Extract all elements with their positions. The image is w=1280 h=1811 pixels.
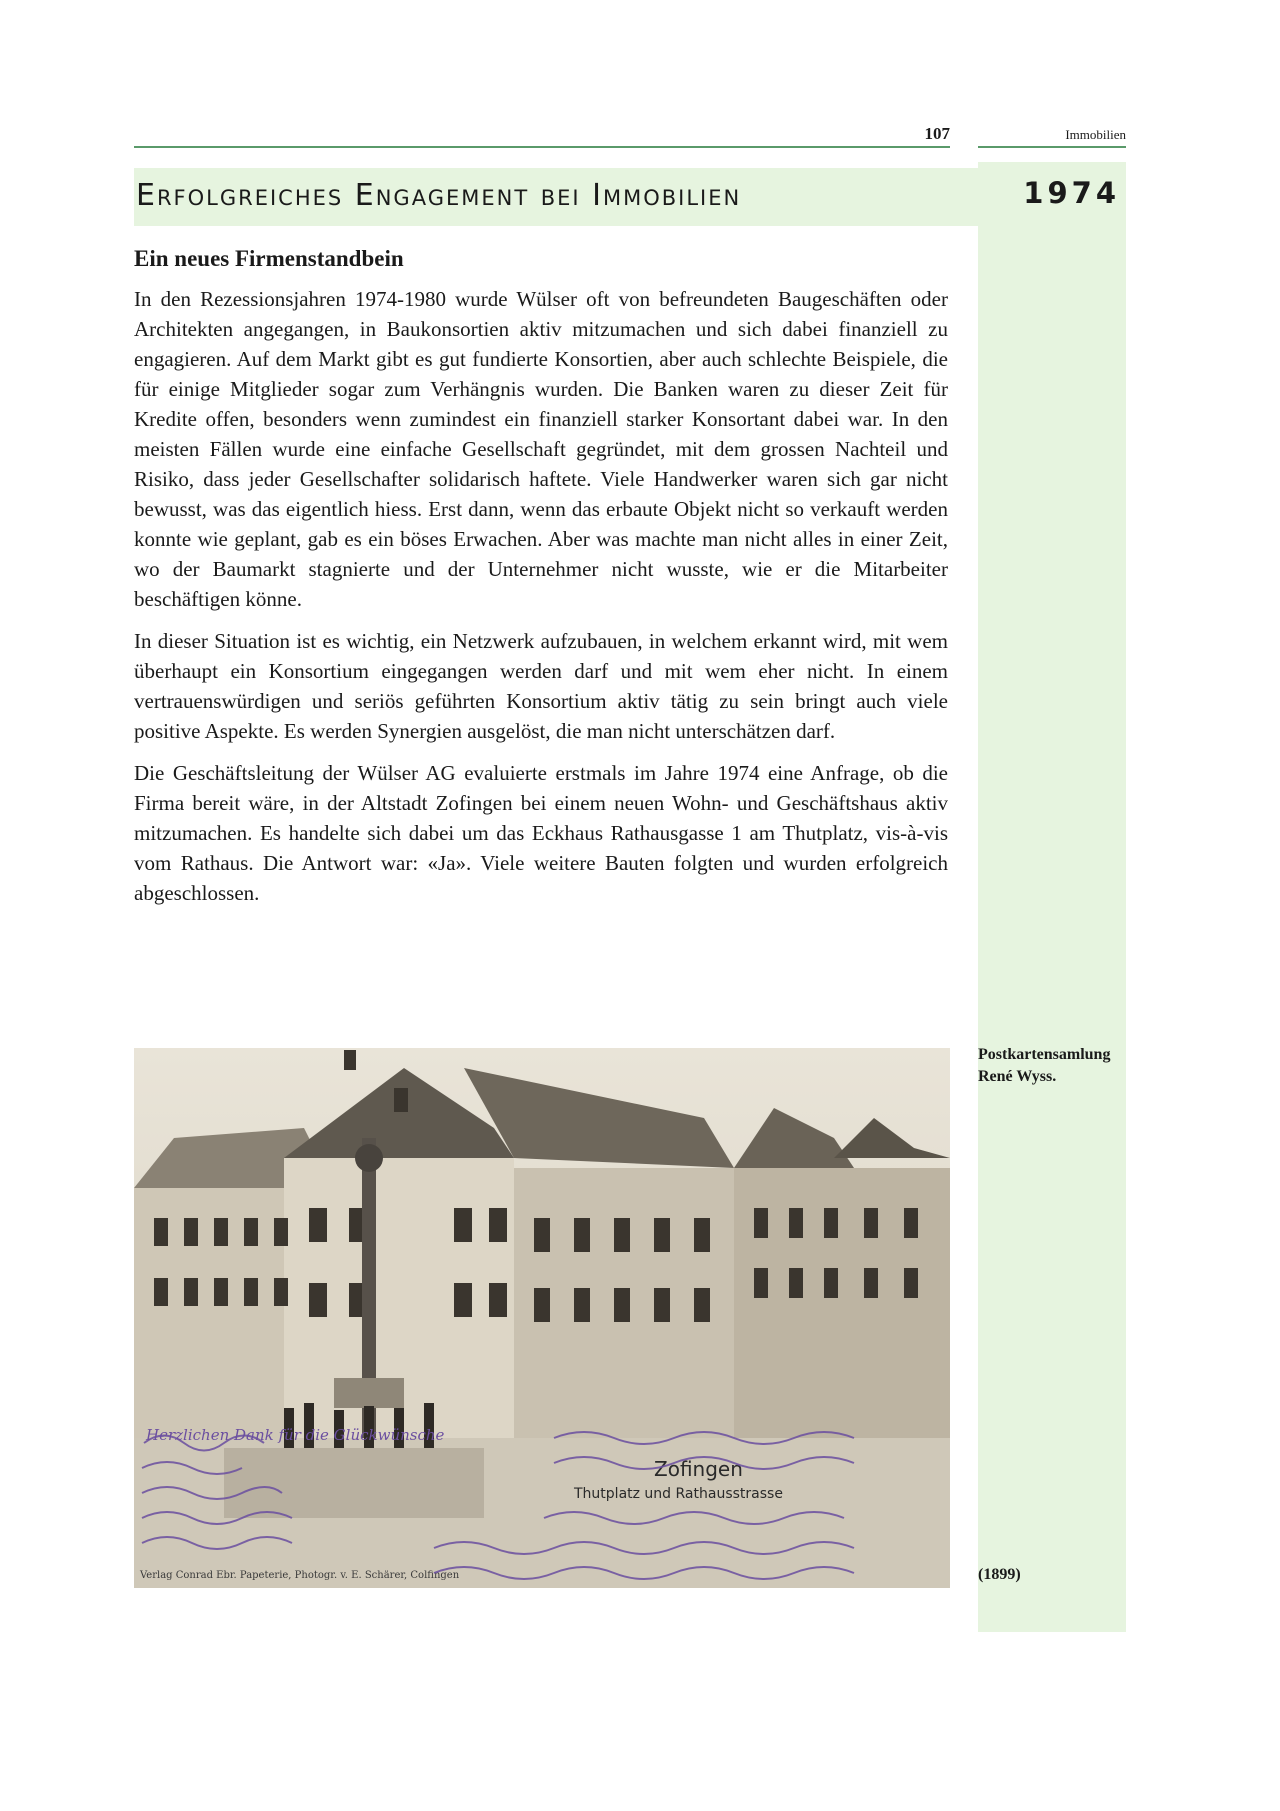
header-rule-sidebar	[978, 146, 1126, 148]
postcard-place: Zofingen	[654, 1457, 743, 1481]
section-heading: Ein neues Firmenstandbein	[134, 246, 404, 271]
postcard-subtitle: Thutplatz und Rathausstrasse	[574, 1486, 783, 1502]
page-number: 107	[924, 124, 950, 143]
paragraph-2: In dieser Situation ist es wichtig, ein Netzwerk aufzubauen, in welchem erkannt wird, mit wem überhaupt ein Konsortium eingegangen werden darf und mit wem eher nicht. In einem vertrauenswürdigen und seriös geführten Konsortium aktiv tätig zu sein bringt auch viele positive Aspekte. Es werden Synergien ausgelöst, die man nicht unterschätzen darf.	[134, 629, 948, 743]
photo-caption	[978, 1044, 1128, 1088]
caption-line-2: René Wyss.	[978, 1068, 1057, 1085]
paragraph-1: In den Rezessionsjahren 1974-1980 wurde Wülser oft von befreundeten Baugeschäften oder Architekten angegangen, in Baukonsortien aktiv mitzumachen und sich dabei finanziell zu engagieren. Auf dem Markt gibt es gut fundierte Konsortien, aber auch schlechte Beispiele, die für einige Mitglieder sogar zum Verhängnis wurden. Die Banken waren zu dieser Zeit für Kredite offen, besonders wenn zumindest ein finanziell starker Konsortant dabei war. In den meisten Fällen wurde eine einfache Gesellschaft gegründet, mit dem grossen Nachteil und Risiko, dass jeder Gesellschafter solidarisch haftete. Viele Handwerker waren sich gar nicht bewusst, was das eigentlich hiess. Erst dann, wenn das erbaute Objekt nicht so verkauft werden konnte wie geplant, gab es ein böses Erwachen. Aber was machte man nicht alles in einer Zeit, wo der Baumarkt stagnierte und der Unternehmer nicht wusste, wie er die Mitarbeiter beschäftigen könne.	[134, 287, 948, 611]
handwriting-text: Herzlichen Dank für die Glückwünsche	[146, 1426, 445, 1444]
postcard-publisher: Verlag Conrad Ebr. Papeterie, Photogr. v. E. Schärer, Colfingen	[140, 1570, 460, 1581]
header-rule-main	[134, 146, 950, 148]
historic-postcard-photo	[134, 1048, 950, 1588]
paragraph-3: Die Geschäftsleitung der Wülser AG evaluierte erstmals im Jahre 1974 eine Anfrage, ob die Firma bereit wäre, in der Altstadt Zofingen bei einem neuen Wohn- und Geschäftshaus aktiv mitzumachen. Es handelte sich dabei um das Eckhaus Rathausgasse 1 am Thutplatz, vis-à-vis vom Rathaus. Die Antwort war: «Ja». Viele weitere Bauten folgten und wurden erfolgreich abgeschlossen.	[134, 761, 948, 905]
sidebar-panel	[978, 162, 1126, 1632]
chapter-title: Erfolgreiches Engagement bei Immobilien	[136, 178, 742, 213]
chapter-year: 1974	[1023, 176, 1120, 210]
caption-line-1: Postkartensamlung	[978, 1046, 1111, 1063]
running-title: Immobilien	[1065, 127, 1126, 142]
article-body	[134, 246, 948, 920]
postcard-illustration	[134, 1048, 950, 1588]
caption-year: (1899)	[978, 1566, 1021, 1583]
